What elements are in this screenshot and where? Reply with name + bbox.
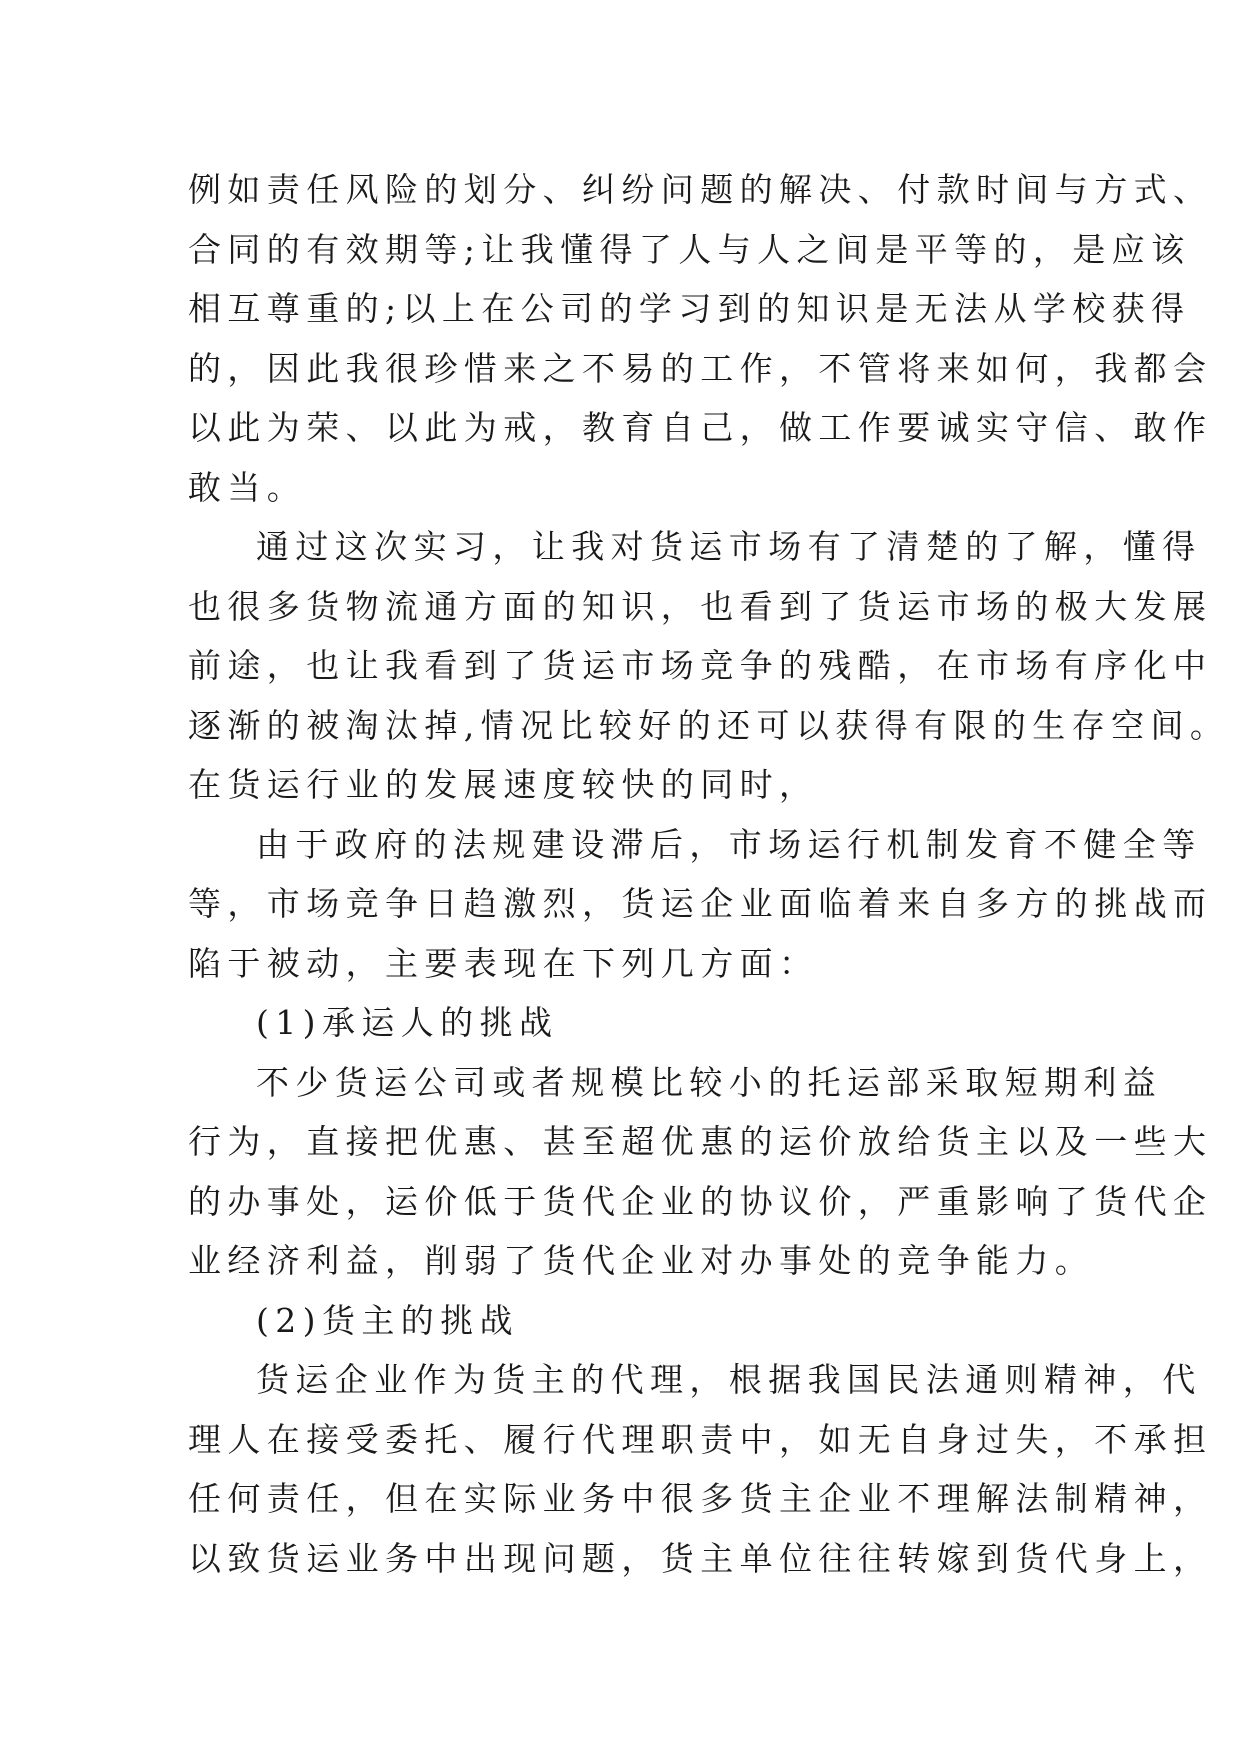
paragraph-start-line: 不少货运公司或者规模比较小的托运部采取短期利益	[256, 1062, 1163, 1102]
text-line: 例如责任风险的划分、纠纷问题的解决、付款时间与方式、	[188, 170, 1213, 209]
text-line: 的办事处，运价低于货代企业的协议价，严重影响了货代企	[188, 1181, 1213, 1221]
section-heading-carrier-challenge: (1)承运人的挑战	[256, 1003, 559, 1042]
text-line: 逐渐的被淘汰掉,情况比较好的还可以获得有限的生存空间。	[188, 705, 1230, 745]
text-line: 前途，也让我看到了货运市场竞争的残酷，在市场有序化中	[188, 646, 1213, 685]
text-line: 相互尊重的;以上在公司的学习到的知识是无法从学校获得	[188, 289, 1191, 328]
text-line: 行为，直接把优惠、甚至超优惠的运价放给货主以及一些大	[188, 1122, 1213, 1161]
paragraph-start-line: 货运企业作为货主的代理，根据我国民法通则精神，代	[256, 1360, 1202, 1399]
text-line: 敢当。	[188, 467, 307, 507]
text-line: 也很多货物流通方面的知识，也看到了货运市场的极大发展	[188, 586, 1213, 626]
text-line: 合同的有效期等;让我懂得了人与人之间是平等的，是应该	[188, 229, 1191, 269]
text-line: 业经济利益，削弱了货代企业对办事处的竞争能力。	[188, 1241, 1095, 1280]
text-line: 等，市场竞争日趋激烈，货运企业面临着来自多方的挑战而	[188, 884, 1213, 923]
text-line: 陷于被动，主要表现在下列几方面：	[188, 943, 819, 983]
text-line: 理人在接受委托、履行代理职责中，如无自身过失，不承担	[188, 1419, 1213, 1459]
text-line: 以此为荣、以此为戒，教育自己，做工作要诚实守信、敢作	[188, 408, 1213, 447]
document-body	[188, 160, 1230, 1588]
text-line: 以致货运业务中出现问题，货主单位往往转嫁到货代身上，	[188, 1538, 1213, 1578]
text-line: 任何责任，但在实际业务中很多货主企业不理解法制精神，	[188, 1479, 1213, 1518]
paragraph-start-line: 通过这次实习，让我对货运市场有了清楚的了解，懂得	[256, 527, 1202, 566]
text-line: 的，因此我很珍惜来之不易的工作，不管将来如何，我都会	[188, 348, 1213, 388]
text-line: 在货运行业的发展速度较快的同时，	[188, 765, 819, 804]
paragraph-start-line: 由于政府的法规建设滞后，市场运行机制发育不健全等	[256, 824, 1202, 864]
section-heading-shipper-challenge: (2)货主的挑战	[256, 1300, 519, 1340]
